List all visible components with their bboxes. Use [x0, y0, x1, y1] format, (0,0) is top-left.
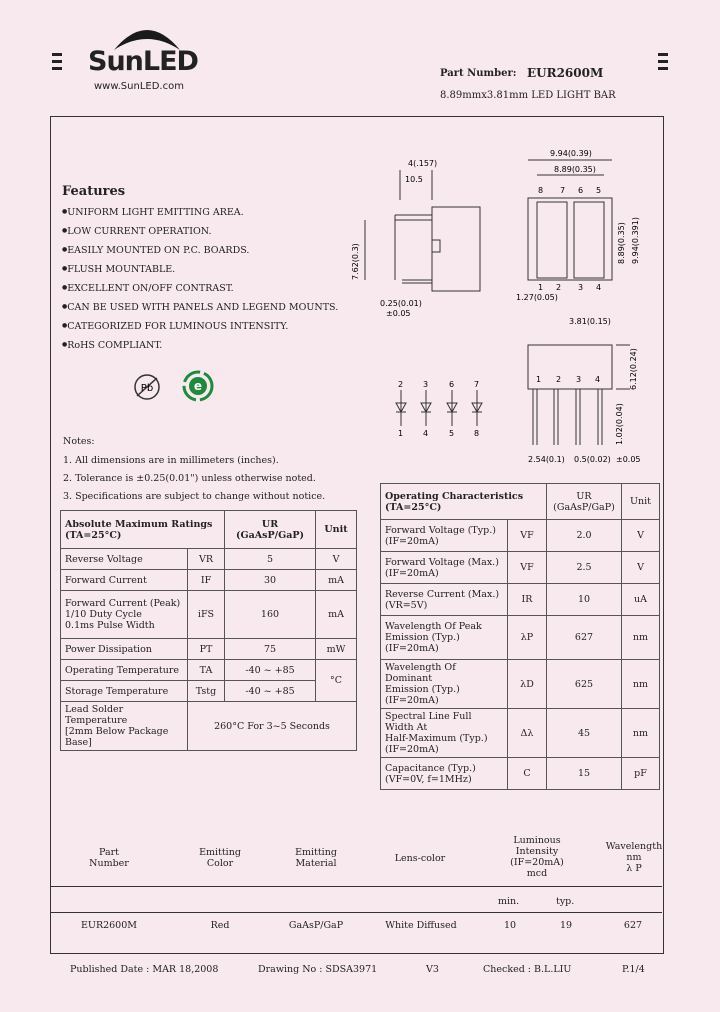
dim-text: 6.12(0.24)	[629, 348, 638, 390]
table-row	[381, 709, 660, 758]
pb-free-icon	[132, 372, 162, 402]
sel-header: Lens-color	[394, 853, 446, 864]
pin-label: 6	[449, 380, 455, 389]
table-row	[381, 520, 660, 552]
left-bars-icon	[52, 53, 62, 74]
website-link[interactable]: www.SunLED.com	[94, 81, 184, 92]
table-cell: 10	[547, 584, 622, 616]
table-cell: V	[622, 520, 660, 552]
feature-item: ● UNIFORM LIGHT EMITTING AREA.	[62, 207, 338, 226]
table-cell: 2.0	[547, 520, 622, 552]
table-cell: 45	[547, 709, 622, 758]
table-row	[61, 639, 357, 660]
sel-sub: min.	[498, 896, 520, 907]
pin-label: 6	[578, 186, 584, 195]
table-cell: λD	[508, 660, 547, 709]
table-row	[381, 616, 660, 660]
pin-label: 1	[398, 429, 404, 438]
pin-label: 4	[595, 375, 601, 384]
table-row	[61, 702, 357, 751]
feature-item: ● RoHS COMPLIANT.	[62, 340, 338, 359]
table-header: Absolute Maximum Ratings (TA=25°C)	[61, 511, 225, 549]
table-row	[381, 584, 660, 616]
table-cell: VR	[188, 549, 225, 570]
table-cell: Power Dissipation	[61, 639, 188, 660]
note-item: 2. Tolerance is ±0.25(0.01") unless otherwise noted.	[63, 473, 316, 484]
side-view	[365, 170, 480, 291]
e-text: e	[193, 379, 203, 393]
right-bars-icon	[658, 53, 668, 74]
divider	[50, 912, 662, 913]
pin-label: 5	[596, 186, 602, 195]
footer-drawing: Drawing No : SDSA3971	[258, 964, 378, 975]
brand-logo: SunLED	[88, 46, 198, 77]
dim-text: 1.02(0.04)	[615, 403, 624, 445]
sel-cell: Red	[210, 920, 230, 931]
table-cell: IR	[508, 584, 547, 616]
rohs-e-icon	[180, 368, 216, 404]
table-cell: -40 ~ +85	[225, 681, 316, 702]
table-cell: λP	[508, 616, 547, 660]
pin-label: 7	[474, 380, 480, 389]
table-cell: Forward Current	[61, 570, 188, 591]
table-cell: mW	[316, 639, 357, 660]
table-cell: 75	[225, 639, 316, 660]
table-cell: Lead Solder Temperature [2mm Below Package Base]	[61, 702, 188, 751]
sel-header: Emitting Color	[199, 847, 241, 869]
dim-text: 3.81(0.15)	[569, 317, 611, 326]
dim-text: ±0.05	[386, 309, 411, 318]
table-header: Operating Characteristics (TA=25°C)	[381, 484, 547, 520]
sel-header: Emitting Material	[295, 847, 337, 869]
note-item: 1. All dimensions are in millimeters (inches).	[63, 455, 279, 466]
feature-item: ● CAN BE USED WITH PANELS AND LEGEND MOUNTS.	[62, 302, 338, 321]
dim-text: 8.89(0.35)	[554, 165, 596, 174]
abs-max-table	[60, 510, 357, 751]
pin-label: 8	[538, 186, 544, 195]
table-cell: nm	[622, 709, 660, 758]
pin-label: 4	[423, 429, 429, 438]
divider	[50, 886, 662, 887]
schematic	[396, 390, 482, 426]
table-cell: Forward Voltage (Typ.) (IF=20mA)	[381, 520, 508, 552]
pin-label: 2	[556, 375, 562, 384]
part-number: EUR2600M	[527, 66, 604, 80]
table-cell: nm	[622, 616, 660, 660]
features-title: Features	[62, 184, 126, 199]
table-row	[381, 552, 660, 584]
sel-sub: typ.	[556, 896, 575, 907]
table-cell: Forward Voltage (Max.) (IF=20mA)	[381, 552, 508, 584]
table-cell: °C	[316, 660, 357, 702]
sel-cell: 10	[503, 920, 517, 931]
table-header: Unit	[316, 511, 357, 549]
sel-header: Wavelength nm λ P	[605, 841, 663, 874]
table-cell: nm	[622, 660, 660, 709]
feature-item: ● CATEGORIZED FOR LUMINOUS INTENSITY.	[62, 321, 338, 340]
pin-label: 4	[596, 283, 602, 292]
table-cell: -40 ~ +85	[225, 660, 316, 681]
dim-text: 4(.157)	[408, 159, 438, 168]
table-cell: Δλ	[508, 709, 547, 758]
dim-text: 1.27(0.05)	[516, 293, 558, 302]
pin-label: 8	[474, 429, 480, 438]
table-cell: 2.5	[547, 552, 622, 584]
dim-text: 9.94(0.39)	[550, 149, 592, 158]
pin-label: 2	[556, 283, 562, 292]
part-number-label: Part Number:	[440, 68, 517, 79]
table-cell: Spectral Line Full Width At Half-Maximum (Typ.) (IF=20mA)	[381, 709, 508, 758]
sel-cell: GaAsP/GaP	[288, 920, 344, 931]
pin-label: 3	[423, 380, 429, 389]
pin-label: 2	[398, 380, 404, 389]
feature-item: ● EASILY MOUNTED ON P.C. BOARDS.	[62, 245, 338, 264]
table-header: UR (GaAsP/GaP)	[225, 511, 316, 549]
sel-cell: EUR2600M	[81, 920, 137, 931]
notes-title: Notes:	[63, 436, 95, 447]
table-cell: 627	[547, 616, 622, 660]
sel-cell: 19	[559, 920, 573, 931]
subtitle: 8.89mmx3.81mm LED LIGHT BAR	[440, 90, 616, 101]
dim-text: 2.54(0.1)	[528, 455, 565, 464]
table-cell: Wavelength Of Peak Emission (Typ.) (IF=20mA)	[381, 616, 508, 660]
sel-header: Luminous Intensity (IF=20mA) mcd	[510, 835, 564, 879]
sel-header: Part Number	[89, 847, 129, 869]
table-row	[381, 758, 660, 790]
table-cell: TA	[188, 660, 225, 681]
feature-item: ● FLUSH MOUNTABLE.	[62, 264, 338, 283]
table-cell: mA	[316, 570, 357, 591]
table-cell: Reverse Current (Max.) (VR=5V)	[381, 584, 508, 616]
dim-text: 10.5	[405, 175, 423, 184]
footer-checked: Checked : B.L.LIU	[483, 964, 572, 975]
note-item: 3. Specifications are subject to change without notice.	[63, 491, 326, 502]
footer-published: Published Date : MAR 18,2008	[70, 964, 219, 975]
table-cell: C	[508, 758, 547, 790]
footer-version: V3	[426, 964, 439, 975]
table-cell: VF	[508, 520, 547, 552]
table-cell: PT	[188, 639, 225, 660]
features-list	[62, 207, 338, 359]
pb-text: Pb	[140, 383, 154, 394]
pin-label: 1	[538, 283, 544, 292]
table-row	[61, 681, 357, 702]
pin-label: 5	[449, 429, 455, 438]
table-cell: V	[316, 549, 357, 570]
table-cell: pF	[622, 758, 660, 790]
table-cell: 160	[225, 591, 316, 639]
table-cell: 30	[225, 570, 316, 591]
table-cell: Wavelength Of Dominant Emission (Typ.) (IF=20mA)	[381, 660, 508, 709]
dim-text: 0.5(0.02)	[574, 455, 611, 464]
table-cell: 5	[225, 549, 316, 570]
table-header: Unit	[622, 484, 660, 520]
table-row	[61, 549, 357, 570]
table-cell: Capacitance (Typ.) (VF=0V, f=1MHz)	[381, 758, 508, 790]
dim-text: 8.89(0.35)	[617, 222, 626, 264]
package-drawing	[340, 140, 650, 470]
table-row	[61, 660, 357, 681]
dim-text: 7.62(0.3)	[351, 243, 360, 280]
footer-page: P.1/4	[622, 964, 645, 975]
front-view	[528, 160, 612, 280]
table-cell: mA	[316, 591, 357, 639]
dim-text: ±0.05	[616, 455, 641, 464]
table-cell: Reverse Voltage	[61, 549, 188, 570]
table-cell: V	[622, 552, 660, 584]
pin-label: 7	[560, 186, 566, 195]
op-char-table	[380, 483, 660, 790]
table-cell: 625	[547, 660, 622, 709]
selection-guide	[50, 832, 664, 942]
table-row	[381, 660, 660, 709]
table-cell: uA	[622, 584, 660, 616]
sel-cell: 627	[623, 920, 643, 931]
table-header: UR (GaAsP/GaP)	[547, 484, 622, 520]
pin-label: 3	[578, 283, 584, 292]
pin-label: 1	[536, 375, 542, 384]
dim-text: 9.94(0.391)	[631, 217, 640, 264]
table-cell: 15	[547, 758, 622, 790]
dim-text: 0.25(0.01)	[380, 299, 422, 308]
table-cell: Tstg	[188, 681, 225, 702]
table-cell: 260°C For 3~5 Seconds	[188, 702, 357, 751]
pin-label: 3	[576, 375, 582, 384]
feature-item: ● EXCELLENT ON/OFF CONTRAST.	[62, 283, 338, 302]
table-cell: iFS	[188, 591, 225, 639]
table-cell: Operating Temperature	[61, 660, 188, 681]
table-row	[61, 591, 357, 639]
feature-item: ● LOW CURRENT OPERATION.	[62, 226, 338, 245]
table-cell: Forward Current (Peak) 1/10 Duty Cycle 0.1ms Pulse Width	[61, 591, 188, 639]
table-cell: IF	[188, 570, 225, 591]
table-cell: Storage Temperature	[61, 681, 188, 702]
sel-cell: White Diffused	[385, 920, 457, 931]
table-cell: VF	[508, 552, 547, 584]
table-row	[61, 570, 357, 591]
